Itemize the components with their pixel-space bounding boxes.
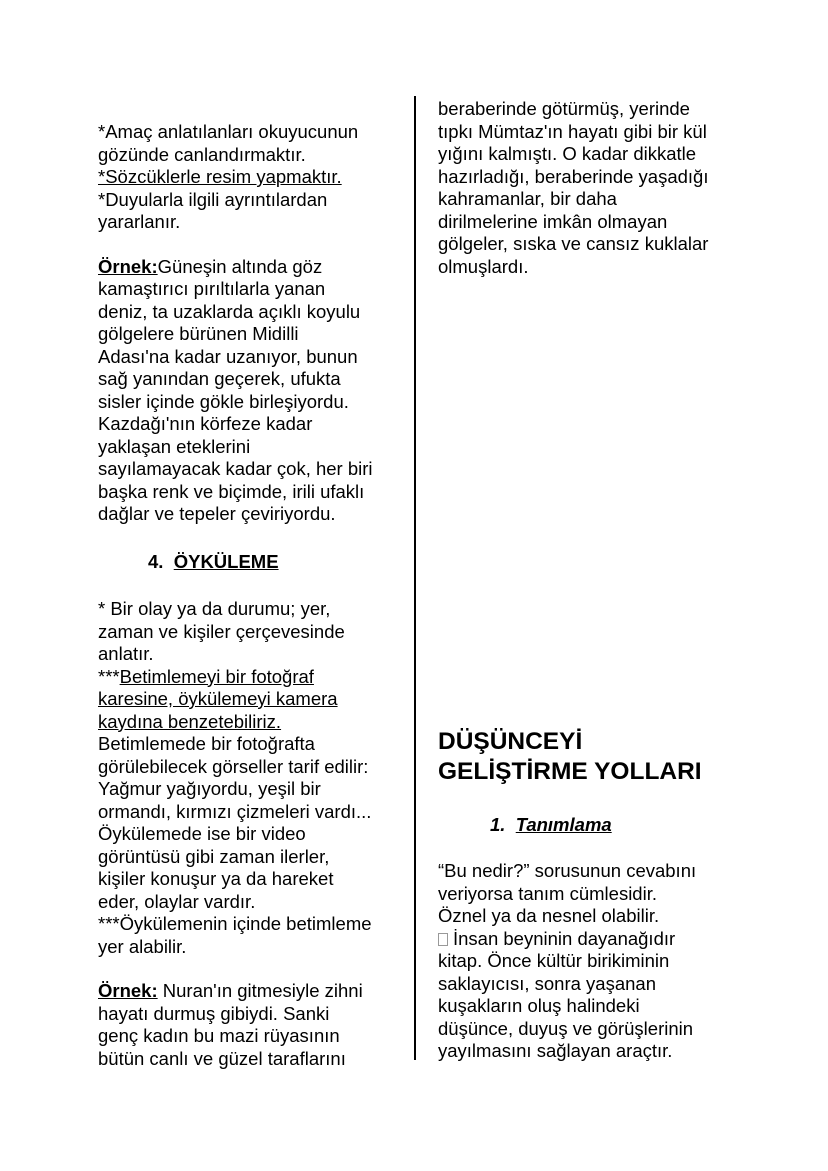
- bullet-line: saklayıcısı, sonra yaşanan: [438, 972, 656, 994]
- bullet-line: yayılmasını sağlayan araçtır.: [438, 1040, 673, 1061]
- compare-line: Betimlemede bir fotoğrafta: [98, 733, 315, 754]
- intro-line: *Amaç anlatılanları okuyucunun: [98, 121, 359, 142]
- example-line: dağlar ve tepeler çeviriyordu.: [98, 503, 336, 524]
- example-line: sisler içinde gökle birleşiyordu.: [98, 390, 349, 412]
- heading-text: ÖYKÜLEME: [173, 550, 279, 572]
- section-heading: [148, 551, 398, 574]
- right-top-line: yığını kalmıştı. O kadar dikkatle: [438, 143, 697, 164]
- compare-line: Öykülemede ise bir video: [98, 823, 306, 844]
- heading-number: 4.: [148, 550, 164, 572]
- right-top-line: dirilmelerine imkân olmayan: [438, 210, 668, 232]
- example-line: kamaştırıcı pırıltılarla yanan: [98, 278, 326, 299]
- def-line: Öznel ya da nesnel olabilir.: [438, 905, 660, 926]
- after-line: yararlanır.: [98, 211, 181, 232]
- example2-label: Örnek:: [98, 980, 158, 1001]
- example2-line: bütün canlı ve güzel taraflarını: [98, 1047, 346, 1069]
- bullet-first-text: İnsan beyninin dayanağıdır: [453, 927, 676, 949]
- big-heading: [438, 727, 702, 787]
- subheading-number: 1.: [490, 814, 506, 835]
- example-first-text: Güneşin altında göz: [157, 255, 323, 277]
- compare-line: görülebilecek görseller tarif edilir:: [98, 755, 369, 777]
- compare-line: ***Öykülemenin içinde betimleme: [98, 913, 372, 934]
- intro-line: gözünde canlandırmaktır.: [98, 143, 306, 165]
- story-line: zaman ve kişiler çerçevesinde: [98, 620, 345, 642]
- stars-line: [98, 666, 398, 689]
- big-heading-line: DÜŞÜNCEYİ: [438, 728, 583, 755]
- example-label: Örnek:: [98, 255, 158, 277]
- stars-prefix: ***: [98, 665, 120, 687]
- right-top-line: hazırladığı, beraberinde yaşadığı: [438, 165, 709, 187]
- compare-line: yer alabilir.: [98, 935, 187, 957]
- left-column: [98, 121, 398, 1070]
- example2-line: genç kadın bu mazi rüyasının: [98, 1025, 340, 1046]
- example-line: Adası'na kadar uzanıyor, bunun: [98, 345, 358, 367]
- right-top-line: kahramanlar, bir daha: [438, 188, 617, 209]
- compare-line: görüntüsü gibi zaman ilerler,: [98, 845, 330, 867]
- checkbox-glyph-icon: [438, 933, 448, 946]
- subheading-text: Tanımlama: [515, 814, 612, 835]
- right-top-line: olmuşlardı.: [438, 255, 529, 277]
- example-line: başka renk ve biçimde, irili ufaklı: [98, 480, 365, 502]
- right-top-line: tıpkı Mümtaz'ın hayatı gibi bir kül: [438, 120, 707, 142]
- example-first-line: [98, 256, 398, 279]
- right-column: [438, 98, 738, 278]
- example-line: yaklaşan eteklerini: [98, 435, 251, 457]
- right-top-line: beraberinde götürmüş, yerinde: [438, 98, 690, 119]
- compare-line: kişiler konuşur ya da hareket: [98, 868, 334, 889]
- bullet-line: kitap. Önce kültür birikiminin: [438, 950, 670, 971]
- right-top-line: gölgeler, sıska ve cansız kuklalar: [438, 233, 709, 254]
- stars-underlined: Betimlemeyi bir fotoğraf: [119, 665, 314, 687]
- compare-line: ormandı, kırmızı çizmeleri vardı...: [98, 800, 372, 822]
- example2-first-line: [98, 980, 398, 1003]
- example-line: sayılamayacak kadar çok, her biri: [98, 458, 373, 479]
- example-line: sağ yanından geçerek, ufukta: [98, 368, 341, 389]
- bullet-first-line: [438, 928, 696, 951]
- after-line: *Duyularla ilgili ayrıntılardan: [98, 188, 328, 210]
- stars-underlined-line: kaydına benzetebiliriz.: [98, 710, 282, 732]
- compare-line: eder, olaylar vardır.: [98, 890, 256, 912]
- example2-line: hayatı durmuş gibiydi. Sanki: [98, 1002, 330, 1024]
- underlined-line: *Sözcüklerle resim yapmaktır.: [98, 166, 342, 187]
- column-divider: [414, 96, 416, 1060]
- definition-block: [438, 860, 696, 1063]
- compare-line: Yağmur yağıyordu, yeşil bir: [98, 778, 321, 799]
- subheading: [490, 814, 612, 836]
- story-line: anlatır.: [98, 643, 154, 664]
- bullet-line: kuşakların oluş halindeki: [438, 995, 640, 1016]
- example-line: gölgelere bürünen Midilli: [98, 323, 299, 344]
- story-line: * Bir olay ya da durumu; yer,: [98, 598, 331, 619]
- example-line: deniz, ta uzaklarda açıklı koyulu: [98, 300, 361, 322]
- big-heading-line: GELİŞTİRME YOLLARI: [438, 758, 702, 785]
- bullet-line: düşünce, duyuş ve görüşlerinin: [438, 1017, 694, 1039]
- def-line: veriyorsa tanım cümlesidir.: [438, 882, 657, 904]
- stars-underlined-line: karesine, öykülemeyi kamera: [98, 688, 338, 709]
- example-line: Kazdağı'nın körfeze kadar: [98, 413, 313, 434]
- example2-first-text: Nuran'ın gitmesiyle zihni: [157, 980, 363, 1001]
- def-line: “Bu nedir?” sorusunun cevabını: [438, 860, 697, 881]
